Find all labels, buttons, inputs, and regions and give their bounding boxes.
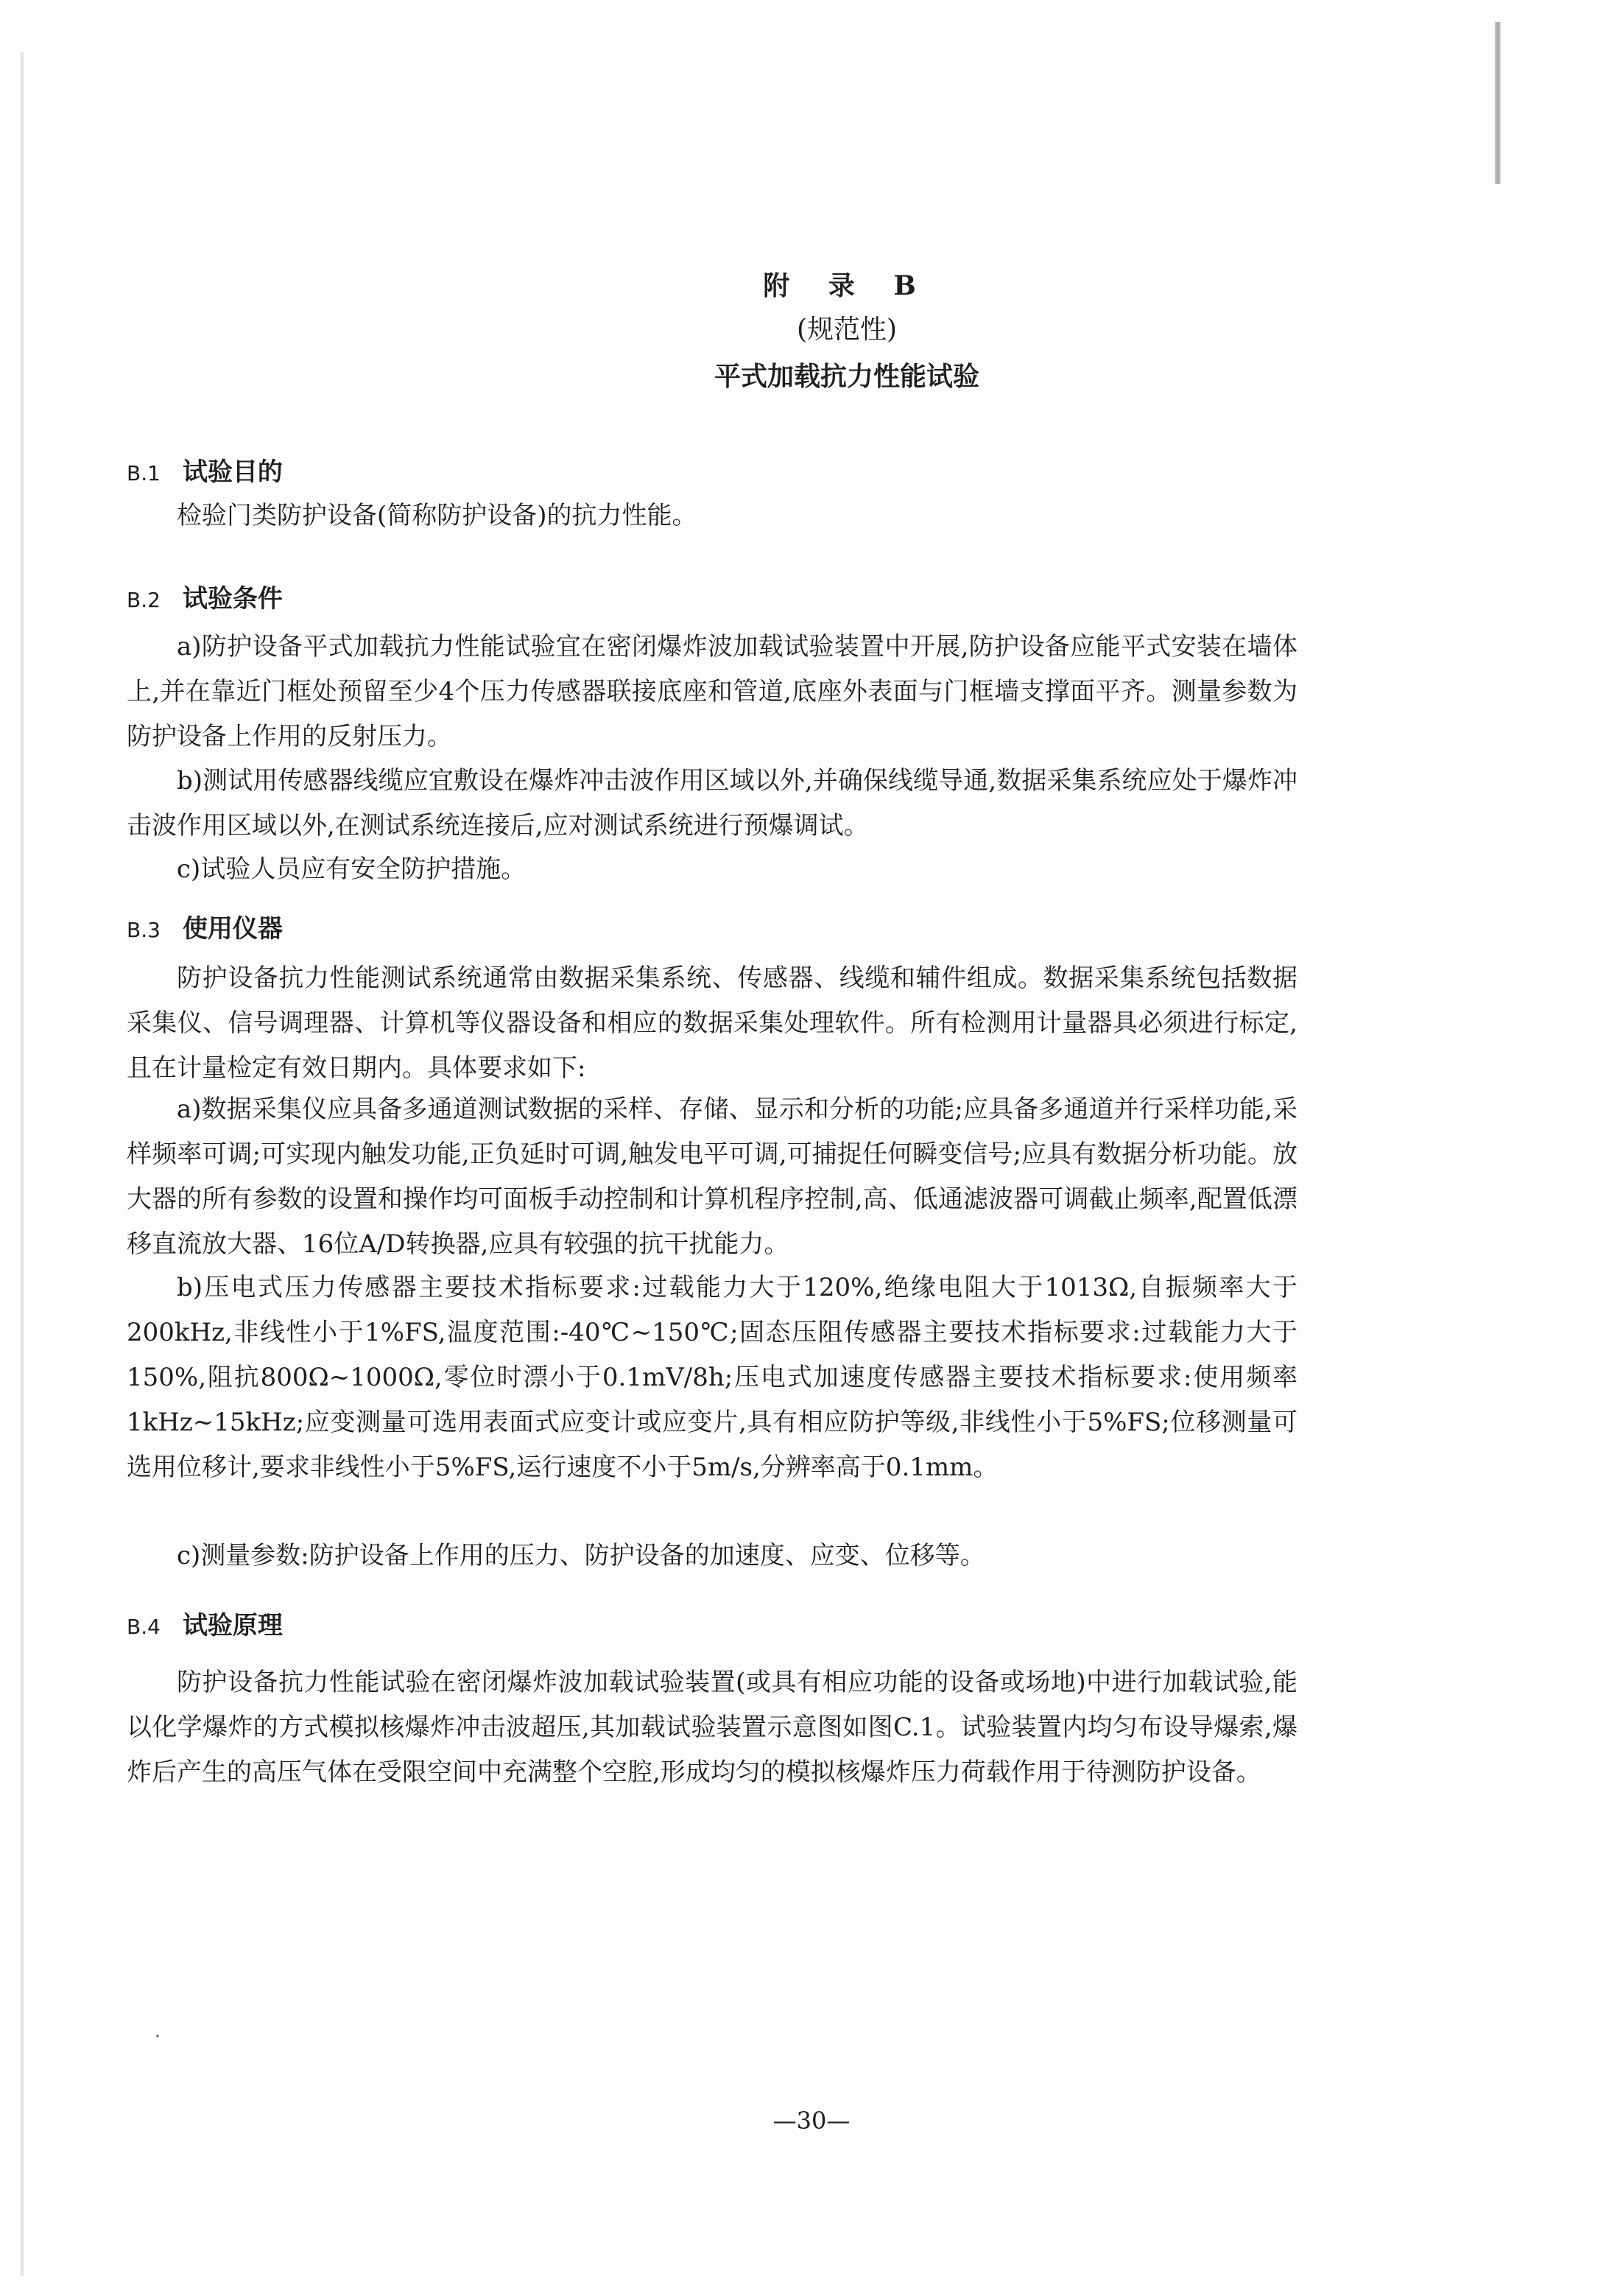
section-title: 使用仪器	[182, 914, 283, 944]
section-number: B.2	[127, 588, 161, 612]
paragraph-b2-b: b)测试用传感器线缆应宜敷设在爆炸冲击波作用区域以外,并确保线缆导通,数据采集系统应处于爆炸冲击波作用区域以外,在测试系统连接后,应对测试系统进行预爆调试。	[127, 766, 1298, 840]
section-heading-b2	[127, 582, 283, 617]
section-title: 试验条件	[182, 584, 283, 614]
paragraph-b1-1: 检验门类防护设备(简称防护设备)的抗力性能。	[177, 501, 697, 530]
annex-header	[442, 265, 1252, 399]
annex-type: (规范性)	[796, 315, 898, 345]
paragraph-b3-intro: 防护设备抗力性能测试系统通常由数据采集系统、传感器、线缆和辅件组成。数据采集系统包括数据采集仪、信号调理器、计算机等仪器设备和相应的数据采集处理软件。所有检测用计量器具必须进行标定,且在计量检定有效日期内。具体要求如下:	[127, 963, 1298, 1083]
paragraph-b3-b: b)压电式压力传感器主要技术指标要求:过载能力大于120%,绝缘电阻大于1013Ω,自振频率大于200kHz,非线性小于1%FS,温度范围:-40℃~150℃;固态压阻传感器主要技术指标要求:过载能力大于150%,阻抗800Ω~1000Ω,零位时漂小于0.1mV/8h;压电式加速度传感器主要技术指标要求:使用频率1kHz~15kHz;应变测量可选用表面式应变计或应变片,具有相应防护等级,非线性小于5%FS;位移测量可选用位移计,要求非线性小于5%FS,运行速度不小于5m/s,分辨率高于0.1mm。	[127, 1273, 1298, 1482]
section-number: B.1	[127, 461, 161, 485]
section-heading-b3	[127, 912, 283, 947]
scan-speck	[156, 2035, 159, 2037]
annex-name: 平式加载抗力性能试验	[714, 361, 979, 392]
section-heading-b4	[127, 1609, 283, 1644]
paragraph-b2-a: a)防护设备平式加载抗力性能试验宜在密闭爆炸波加载试验装置中开展,防护设备应能平式安装在墙体上,并在靠近门框处预留至少4个压力传感器联接底座和管道,底座外表面与门框墙支撑面平齐。测量参数为防护设备上作用的反射压力。	[127, 632, 1298, 751]
paragraph-b3-a: a)数据采集仪应具备多通道测试数据的采样、存储、显示和分析的功能;应具备多通道并行采样功能,采样频率可调;可实现内触发功能,正负延时可调,触发电平可调,可捕捉任何瞬变信号;应具有数据分析功能。放大器的所有参数的设置和操作均可面板手动控制和计算机程序控制,高、低通滤波器可调截止频率,配置低漂移直流放大器、16位A/D转换器,应具有较强的抗干扰能力。	[127, 1095, 1298, 1259]
scan-edge-shadow	[21, 52, 24, 2276]
page-number: —30—	[772, 2107, 851, 2135]
section-number: B.4	[127, 1615, 161, 1639]
scan-binding-mark	[1495, 22, 1501, 184]
paragraph-b4-1: 防护设备抗力性能试验在密闭爆炸波加载试验装置(或具有相应功能的设备或场地)中进行加载试验,能以化学爆炸的方式模拟核爆炸冲击波超压,其加载试验装置示意图如图C.1。试验装置内均匀布设导爆索,爆炸后产生的高压气体在受限空间中充满整个空腔,形成均匀的模拟核爆炸压力荷载作用于待测防护设备。	[127, 1668, 1298, 1787]
annex-title: 附 录 B	[763, 270, 931, 301]
section-title: 试验原理	[182, 1611, 283, 1640]
section-title: 试验目的	[182, 457, 283, 487]
section-number: B.3	[127, 918, 161, 942]
paragraph-b3-c: c)测量参数:防护设备上作用的压力、防护设备的加速度、应变、位移等。	[177, 1541, 985, 1570]
section-heading-b1	[127, 455, 283, 491]
paragraph-b2-c: c)试验人员应有安全防护措施。	[177, 854, 527, 884]
